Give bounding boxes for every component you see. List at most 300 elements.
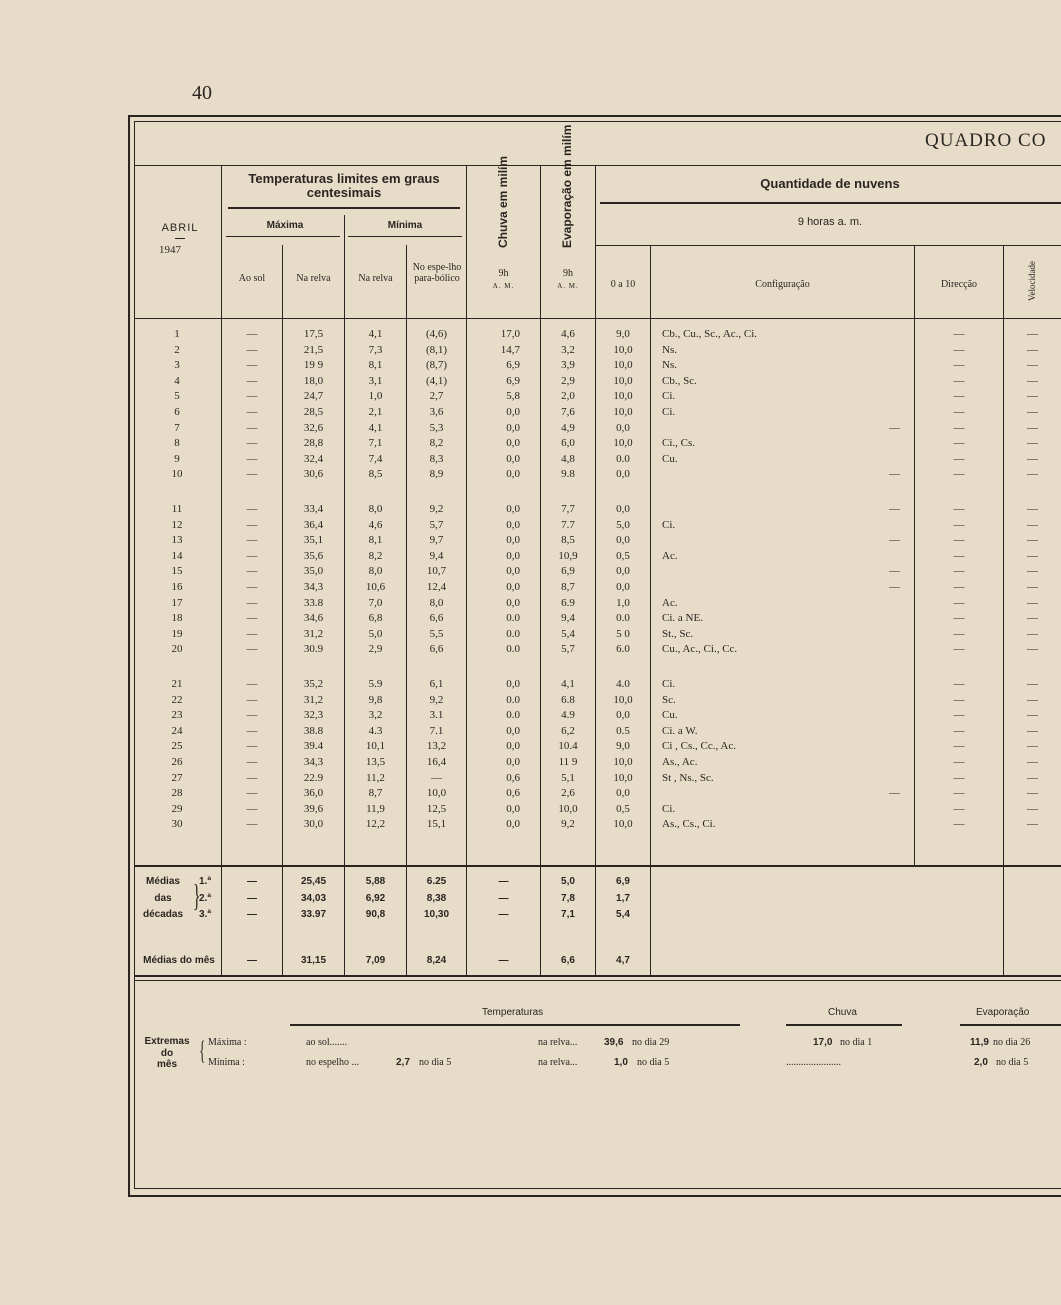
cell-vel: —: [1027, 390, 1038, 403]
cell-evap: 3,2: [561, 343, 575, 356]
cell-conf: Ci.: [662, 678, 676, 690]
medias-label-2: das: [154, 893, 172, 904]
chuva-header: Chuva em milím: [496, 155, 510, 248]
cell-dir: —: [953, 724, 965, 737]
ext-chuva-header: Chuva: [828, 1007, 857, 1018]
cell-evap: 6.8: [561, 693, 575, 706]
cell-evap: 4,9: [561, 421, 575, 434]
cell-chuva: 0.0: [506, 612, 520, 625]
cell-vel: —: [1027, 643, 1038, 656]
cell-chuva: 0,0: [506, 437, 520, 450]
cell-vel: —: [1027, 343, 1038, 356]
cell-d: 28: [171, 787, 183, 800]
cell-d: 20: [171, 643, 183, 656]
cell-esp: —: [431, 771, 442, 784]
cell-chuva: 0,0: [506, 756, 520, 768]
cell-nuv: 5,0: [616, 518, 630, 531]
cell-relva: 18,0: [303, 374, 324, 387]
cell-d: 23: [171, 709, 183, 722]
cell-nuv: 6.0: [616, 643, 630, 656]
cell-relva: 31,2: [303, 693, 324, 706]
cell-relva: 30,6: [303, 468, 324, 481]
decada-evap: 7,1: [561, 909, 575, 920]
cell-evap: 11 9: [558, 756, 578, 768]
cell-vel: —: [1027, 421, 1038, 434]
minima-header: Mínima: [387, 220, 423, 231]
cell-evap: 9.8: [561, 468, 575, 481]
ext-label-2: do: [160, 1048, 174, 1059]
cell-evap: 10.4: [558, 740, 578, 753]
cell-nuv: 0.5: [616, 724, 630, 737]
cell-min: 11,9: [366, 802, 385, 815]
decada-chuva: —: [498, 892, 509, 904]
cell-dir: —: [953, 643, 965, 656]
cell-vel: —: [1027, 802, 1038, 815]
ext-min-evap-day: no dia 5: [996, 1057, 1029, 1068]
cell-dir: —: [953, 612, 965, 625]
cell-vel: —: [1027, 581, 1038, 593]
cell-min: 3,1: [368, 374, 383, 387]
cell-chuva: 17,0: [500, 328, 520, 340]
cell-sol: —: [246, 724, 258, 737]
cell-dir: —: [953, 709, 965, 722]
decada-evap: 5,0: [561, 876, 575, 887]
cell-nuv: 9,0: [616, 328, 630, 340]
cell-evap: 6,0: [561, 437, 575, 450]
extremas-rule-thin: [134, 980, 1061, 981]
cell-chuva: 0.0: [506, 709, 520, 722]
nove-horas-header: 9 horas a. m.: [797, 216, 863, 228]
cell-nuv: 9,0: [616, 740, 630, 753]
cell-chuva: 0.0: [506, 693, 520, 706]
cell-sol: —: [246, 437, 258, 450]
cell-conf: —: [889, 534, 900, 547]
temp-brace: [228, 207, 460, 217]
cell-vel: —: [1027, 452, 1038, 465]
cell-min: 8,7: [368, 787, 383, 800]
cell-chuva: 6,9: [506, 374, 520, 387]
cell-nuv: 1,0: [616, 596, 630, 609]
chuva-am: A. M.: [492, 282, 515, 290]
cell-relva: 19 9: [303, 359, 324, 372]
cell-relva: 32,3: [303, 709, 324, 722]
cell-dir: —: [953, 421, 965, 434]
cell-min: 7,1: [368, 437, 383, 450]
cell-evap: 5,4: [561, 627, 575, 640]
cell-esp: 3.1: [429, 709, 444, 722]
cell-dir: —: [953, 343, 965, 356]
ext-min-esp-label: no espelho ...: [306, 1057, 360, 1068]
minima-brace: [348, 236, 462, 245]
cell-conf: Ci.: [662, 518, 676, 531]
decada-sol: —: [247, 892, 257, 904]
cell-chuva: 0,0: [506, 565, 520, 578]
cell-dir: —: [953, 374, 965, 387]
cell-esp: 2,7: [429, 390, 444, 403]
cell-evap: 10,0: [558, 802, 578, 815]
cell-sol: —: [246, 421, 258, 434]
escala-header: 0 a 10: [610, 279, 636, 290]
cell-evap: 4,8: [561, 452, 575, 465]
cell-relva: 32,6: [303, 421, 324, 434]
cell-evap: 2,0: [561, 390, 575, 403]
cell-relva: 35,1: [303, 534, 324, 547]
cell-dir: —: [953, 390, 965, 403]
decada-chuva: —: [498, 876, 509, 887]
cell-dir: —: [953, 328, 965, 340]
month-label: ABRIL: [161, 222, 199, 234]
medias-mes-label: Médias do mês: [143, 955, 215, 966]
cell-esp: 16,4: [426, 756, 447, 768]
cell-sol: —: [246, 709, 258, 722]
cell-relva: 35,0: [303, 565, 324, 578]
cell-min: 8,2: [368, 549, 383, 562]
cell-dir: —: [953, 406, 965, 418]
cell-nuv: 4.0: [616, 678, 630, 690]
cell-min: 5,0: [368, 627, 383, 640]
cell-chuva: 0,0: [506, 468, 520, 481]
decada-label: 1.ª: [199, 876, 212, 887]
ao-sol-header: Ao sol: [238, 273, 266, 284]
cell-sol: —: [246, 468, 258, 481]
cell-d: 25: [171, 740, 183, 753]
ext-label-3: mês: [156, 1059, 177, 1070]
na-relva-min-header: Na relva: [358, 273, 393, 284]
cell-conf: Cb., Cu., Sc., Ac., Ci.: [662, 328, 758, 340]
cell-sol: —: [246, 549, 258, 562]
cell-min: 5.9: [368, 678, 383, 690]
cell-vel: —: [1027, 406, 1038, 418]
ext-max-chuva-day: no dia 1: [840, 1037, 873, 1048]
decada-label: 2.ª: [199, 892, 212, 904]
medias-mes-esp: 8,24: [426, 955, 447, 966]
cell-min: 2,9: [368, 643, 383, 656]
cell-sol: —: [246, 565, 258, 578]
cell-min: 3,2: [368, 709, 383, 722]
cell-chuva: 0,0: [506, 452, 520, 465]
cell-sol: —: [246, 534, 258, 547]
cell-relva: 33,4: [303, 503, 324, 515]
cell-d: 8: [174, 437, 180, 450]
cell-chuva: 0,0: [506, 421, 520, 434]
cell-sol: —: [246, 503, 258, 515]
cell-d: 16: [171, 581, 183, 593]
cell-evap: 4.9: [561, 709, 575, 722]
cell-sol: —: [246, 612, 258, 625]
medias-mes-relva: 31,15: [300, 955, 327, 966]
ext-max-relva-val: 39,6: [604, 1037, 624, 1048]
ext-min-esp-day: no dia 5: [419, 1057, 452, 1068]
cell-relva: 34,3: [303, 581, 324, 593]
cell-d: 11: [171, 503, 183, 515]
cell-vel: —: [1027, 359, 1038, 372]
cell-evap: 4,1: [561, 678, 575, 690]
cell-evap: 2,6: [561, 787, 575, 800]
cell-sol: —: [246, 771, 258, 784]
cell-min: 7,0: [368, 596, 383, 609]
nuvens-subrule: [595, 245, 1061, 246]
cell-nuv: 10,0: [613, 406, 633, 418]
espelho-header: No espe-lho para-bólico: [412, 262, 462, 284]
extremas-rule: [134, 975, 1061, 977]
cell-relva: 21,5: [303, 343, 324, 356]
cell-min: 1,0: [368, 390, 383, 403]
cell-dir: —: [953, 581, 965, 593]
cell-chuva: 0,0: [506, 596, 520, 609]
evaporacao-header: Evaporação em milím: [560, 124, 574, 248]
ext-temp-brace: [290, 1024, 740, 1034]
cell-evap: 6.9: [561, 596, 575, 609]
cell-d: 27: [171, 771, 183, 784]
cell-min: 7,3: [368, 343, 383, 356]
cell-sol: —: [246, 452, 258, 465]
ext-temperaturas-header: Temperaturas: [482, 1007, 544, 1018]
cell-relva: 39,6: [303, 802, 324, 815]
cell-esp: 5,7: [429, 518, 444, 531]
cell-min: 8,5: [368, 468, 383, 481]
cell-nuv: 10,0: [613, 437, 633, 450]
cell-min: 8,1: [368, 534, 383, 547]
cell-relva: 30.9: [303, 643, 324, 656]
cell-conf: —: [889, 421, 900, 434]
cell-conf: Ci.: [662, 406, 676, 418]
cell-min: 7,4: [368, 452, 383, 465]
cell-esp: 15,1: [426, 818, 447, 831]
cell-conf: As., Ac.: [662, 756, 698, 768]
cell-sol: —: [246, 802, 258, 815]
cell-conf: Ci.: [662, 802, 676, 815]
decada-min: 6,92: [365, 892, 386, 904]
cell-relva: 24,7: [303, 390, 324, 403]
cell-chuva: 0.0: [506, 643, 520, 656]
cell-dir: —: [953, 678, 965, 690]
velocidade-header: Velocidade: [1027, 261, 1037, 301]
decada-evap: 7,8: [561, 892, 575, 904]
cell-dir: —: [953, 565, 965, 578]
cell-evap: 10,9: [558, 549, 578, 562]
decada-nuv: 6,9: [616, 876, 630, 887]
cell-dir: —: [953, 756, 965, 768]
cell-vel: —: [1027, 437, 1038, 450]
cell-chuva: 0,0: [506, 678, 520, 690]
decada-chuva: —: [498, 909, 509, 920]
cell-nuv: 0,0: [616, 468, 630, 481]
cell-sol: —: [246, 406, 258, 418]
cell-esp: 10,0: [426, 787, 447, 800]
cell-evap: 8,5: [561, 534, 575, 547]
medias-mes-evap: 6,6: [561, 955, 575, 966]
configuracao-header: Configuração: [755, 279, 810, 290]
cell-vel: —: [1027, 693, 1038, 706]
decada-nuv: 5,4: [616, 909, 630, 920]
cell-dir: —: [953, 503, 965, 515]
direccao-header: Direcção: [940, 279, 978, 290]
cell-conf: Ac.: [662, 549, 678, 562]
cell-conf: St , Ns., Sc.: [662, 771, 714, 784]
cell-relva: 28,5: [303, 406, 324, 418]
means-rule: [134, 865, 1061, 867]
decada-relva: 33.97: [300, 909, 327, 920]
cell-min: 6,8: [368, 612, 383, 625]
cell-sol: —: [246, 390, 258, 403]
medias-mes-min: 7,09: [365, 955, 386, 966]
cell-evap: 9,2: [561, 818, 575, 831]
cell-vel: —: [1027, 468, 1038, 481]
cell-evap: 7.7: [561, 518, 575, 531]
cell-nuv: 0,0: [616, 787, 630, 800]
decada-esp: 10,30: [423, 909, 450, 920]
cell-sol: —: [246, 818, 258, 831]
cell-vel: —: [1027, 818, 1038, 831]
cell-vel: —: [1027, 549, 1038, 562]
cell-sol: —: [246, 756, 258, 768]
cell-evap: 5,1: [561, 771, 575, 784]
decada-sol: —: [247, 909, 257, 920]
decada-esp: 6.25: [426, 876, 447, 887]
decada-relva: 25,45: [300, 876, 327, 887]
cell-esp: (4,1): [425, 374, 448, 387]
cell-esp: (4,6): [425, 328, 448, 340]
header-bottom-rule: [134, 318, 1061, 319]
cell-chuva: 0,0: [506, 406, 520, 418]
cell-esp: (8,7): [425, 359, 448, 372]
ext-label-1: Extremas: [144, 1036, 190, 1047]
cell-relva: 36,4: [303, 518, 324, 531]
cell-esp: 7.1: [429, 724, 444, 737]
ext-max-evap-day: no dia 26: [993, 1037, 1031, 1048]
decada-nuv: 1,7: [616, 892, 630, 904]
cell-vel: —: [1027, 756, 1038, 768]
cell-relva: 38.8: [303, 724, 324, 737]
cell-min: 4,1: [368, 421, 383, 434]
cell-relva: 34,6: [303, 612, 324, 625]
ext-min-chuva: ......................: [786, 1057, 841, 1068]
cell-min: 10,6: [365, 581, 386, 593]
ext-brace-icon: {: [199, 1036, 206, 1065]
cell-conf: Ci. a NE.: [662, 612, 703, 625]
cell-esp: 8,2: [429, 437, 444, 450]
cell-d: 15: [171, 565, 183, 578]
cell-vel: —: [1027, 771, 1038, 784]
cell-d: 14: [171, 549, 183, 562]
cell-d: 12: [171, 518, 183, 531]
cell-dir: —: [953, 359, 965, 372]
cell-vel: —: [1027, 709, 1038, 722]
cell-nuv: 10,0: [613, 693, 633, 706]
cell-relva: 28,8: [303, 437, 324, 450]
cell-dir: —: [953, 771, 965, 784]
ext-max-evap-val: 11,9: [970, 1037, 989, 1048]
evap-am: A. M.: [557, 282, 579, 290]
cell-dir: —: [953, 518, 965, 531]
decada-min: 90,8: [365, 909, 386, 920]
cell-d: 22: [171, 693, 183, 706]
cell-chuva: 0,0: [506, 534, 520, 547]
evap-hour: 9h: [563, 268, 573, 279]
cell-evap: 8,7: [561, 581, 575, 593]
cell-esp: 6,6: [429, 612, 444, 625]
cell-sol: —: [246, 374, 258, 387]
cell-conf: Ns.: [662, 359, 677, 372]
cell-d: 21: [171, 678, 183, 690]
cell-sol: —: [246, 518, 258, 531]
header-top-rule: [134, 165, 1061, 166]
cell-vel: —: [1027, 374, 1038, 387]
cell-min: 2,1: [368, 406, 383, 418]
cell-sol: —: [246, 678, 258, 690]
cell-relva: 34,3: [303, 756, 324, 768]
cell-conf: Sc.: [662, 693, 676, 706]
page-number: 40: [192, 82, 212, 104]
maxima-brace: [226, 236, 340, 245]
na-relva-max-header: Na relva: [296, 273, 331, 284]
cell-conf: Cu., Ac., Ci., Cc.: [662, 643, 738, 656]
cell-nuv: 0.0: [616, 452, 630, 465]
cell-sol: —: [246, 740, 258, 753]
cell-chuva: 0,0: [506, 740, 520, 753]
ext-chuva-brace: [786, 1024, 902, 1034]
cell-d: 26: [171, 756, 183, 768]
cell-chuva: 0,0: [506, 581, 520, 593]
cell-min: 10,1: [365, 740, 386, 753]
cell-esp: 5,3: [429, 421, 444, 434]
cell-esp: 13,2: [426, 740, 447, 753]
cell-nuv: 0,0: [616, 503, 630, 515]
ext-max-chuva-val: 17,0: [813, 1037, 833, 1048]
cell-relva: 39.4: [303, 740, 324, 753]
cell-vel: —: [1027, 503, 1038, 515]
cell-vel: —: [1027, 328, 1038, 340]
cell-conf: —: [889, 565, 900, 578]
decadas-brace-icon: }: [192, 877, 201, 913]
cell-esp: 9,4: [429, 549, 444, 562]
ext-min-relva-day: no dia 5: [637, 1057, 670, 1068]
cell-min: 4,1: [368, 328, 383, 340]
cell-chuva: 0,0: [506, 818, 520, 831]
cell-sol: —: [246, 693, 258, 706]
cell-esp: 8,9: [429, 468, 444, 481]
cell-min: 11,2: [366, 771, 385, 784]
cell-d: 30: [171, 818, 183, 831]
cell-conf: —: [889, 503, 900, 515]
cell-nuv: 10,0: [613, 818, 633, 831]
cell-sol: —: [246, 581, 258, 593]
cell-evap: 3,9: [561, 359, 575, 372]
cell-sol: —: [246, 787, 258, 800]
cell-esp: (8,1): [425, 343, 448, 356]
cell-min: 8,0: [368, 503, 383, 515]
cell-min: 8,1: [368, 359, 383, 372]
cell-conf: Ci , Cs., Cc., Ac.: [662, 740, 736, 753]
cell-sol: —: [246, 328, 258, 340]
medias-label-3: décadas: [142, 909, 184, 920]
cell-vel: —: [1027, 596, 1038, 609]
cell-dir: —: [953, 596, 965, 609]
cell-min: 9,8: [368, 693, 383, 706]
cell-min: 13,5: [365, 756, 386, 768]
cell-d: 29: [171, 802, 183, 815]
cell-conf: Ci.: [662, 390, 676, 403]
cell-sol: —: [246, 359, 258, 372]
cell-conf: Cu.: [662, 709, 678, 722]
ext-min-evap-val: 2,0: [974, 1057, 988, 1068]
decada-sol: —: [247, 876, 257, 887]
cell-d: 18: [171, 612, 183, 625]
cell-nuv: 10,0: [613, 343, 633, 356]
cell-esp: 8,0: [429, 596, 444, 609]
cell-conf: —: [889, 787, 900, 800]
cell-chuva: 0,0: [506, 503, 520, 515]
